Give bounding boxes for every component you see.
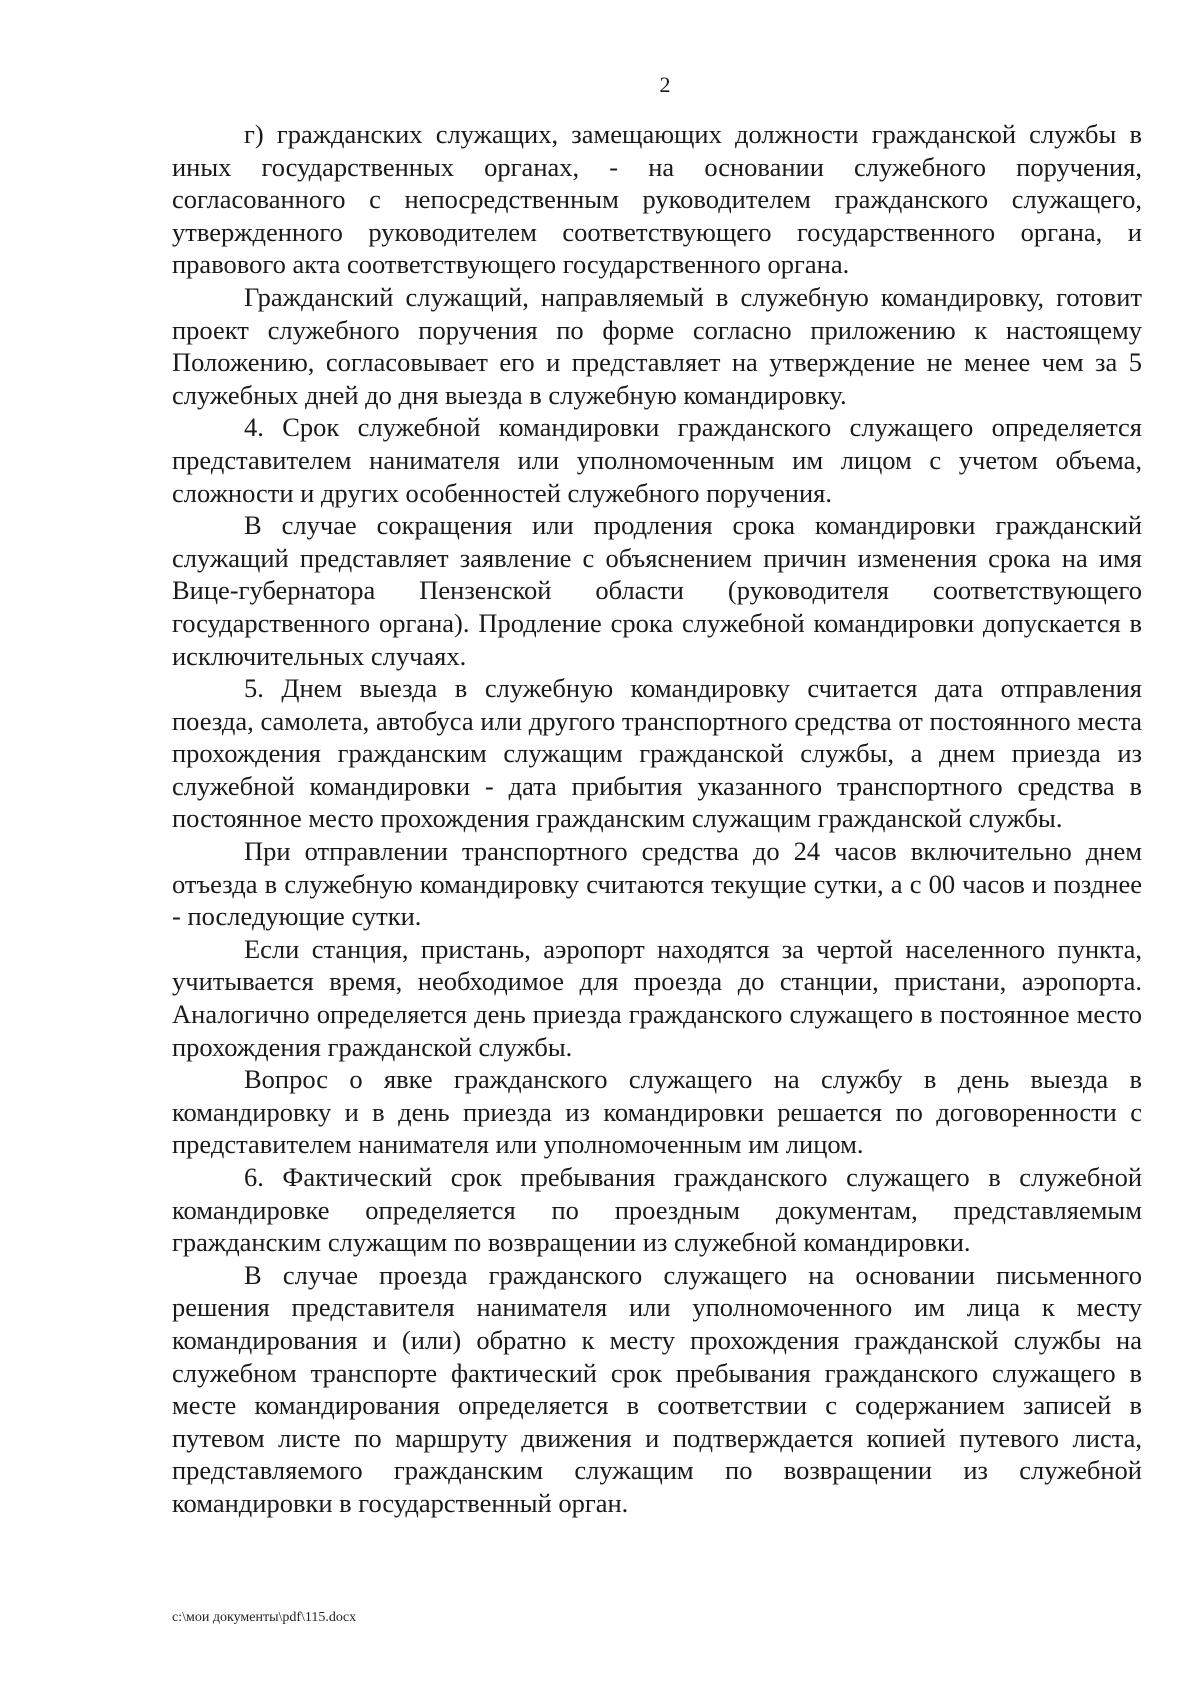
document-body xyxy=(172,118,1142,1520)
paragraph-attendance: Вопрос о явке гражданского служащего на службу в день выезда в командировку и в день приезда из командировки решается по договоренности с представителем нанимателя или уполномоченным им лицом. xyxy=(172,1064,1142,1160)
page-number: 2 xyxy=(659,72,671,97)
paragraph-clause-6: 6. Фактический срок пребывания гражданского служащего в служебной командировке определяется по проездным документам, представляемым гражданским служащим по возвращении из служебной командировки. xyxy=(172,1162,1142,1258)
paragraph-clause-5: 5. Днем выезда в служебную командировку считается дата отправления поезда, самолета, автобуса или другого транспортного средства от постоянного места прохождения гражданским служащим гражданской службы, а днем приезда из служебной командировки - дата прибытия указанного транспортного средства в постоянное место прохождения гражданским служащим гражданской службы. xyxy=(172,673,1142,834)
paragraph-term-change: В случае сокращения или продления срока командировки гражданский служащий представляет заявление с объяснением причин изменения срока на имя Вице-губернатора Пензенской области (руководителя соответствующего государственного органа). Продление срока служебной командировки допускается в исключительных случаях. xyxy=(172,510,1142,671)
paragraph-official-transport: В случае проезда гражданского служащего на основании письменного решения представителя нанимателя или уполномоченного им лица к месту командирования и (или) обратно к месту прохождения гражданской службы на служебном транспорте фактический срок пребывания гражданского служащего в месте командирования определяется в соответствии с содержанием записей в путевом листе по маршруту движения и подтверждается копией путевого листа, представляемого гражданским служащим по возвращении из служебной командировки в государственный орган. xyxy=(172,1259,1142,1518)
paragraph-station-outside: Если станция, пристань, аэропорт находятся за чертой населенного пункта, учитывается время, необходимое для проезда до станции, пристани, аэропорта. Аналогично определяется день приезда гражданского служащего в постоянное место прохождения гражданской службы. xyxy=(172,933,1142,1062)
paragraph-item-g: г) гражданских служащих, замещающих должности гражданской службы в иных государственных органах, - на основании служебного поручения, согласованного с непосредственным руководителем гражданского служащего, утвержденного руководителем соответствующего государственного органа, и правового акта соответствующего государственного органа. xyxy=(172,119,1142,280)
paragraph-clause-4: 4. Срок служебной командировки гражданского служащего определяется представителем нанимателя или уполномоченным им лицом с учетом объема, сложности и других особенностей служебного поручения. xyxy=(172,412,1142,508)
paragraph-draft-assignment: Гражданский служащий, направляемый в служебную командировку, готовит проект служебного поручения по форме согласно приложению к настоящему Положению, согласовывает его и представляет на утверждение не менее чем за 5 служебных дней до дня выезда в служебную командировку. xyxy=(172,281,1142,410)
footer-file-path: c:\мои документы\pdf\115.docx xyxy=(172,1610,357,1625)
paragraph-departure-time: При отправлении транспортного средства до 24 часов включительно днем отъезда в служебную командировку считаются текущие сутки, а с 00 часов и позднее - последующие сутки. xyxy=(172,836,1142,932)
